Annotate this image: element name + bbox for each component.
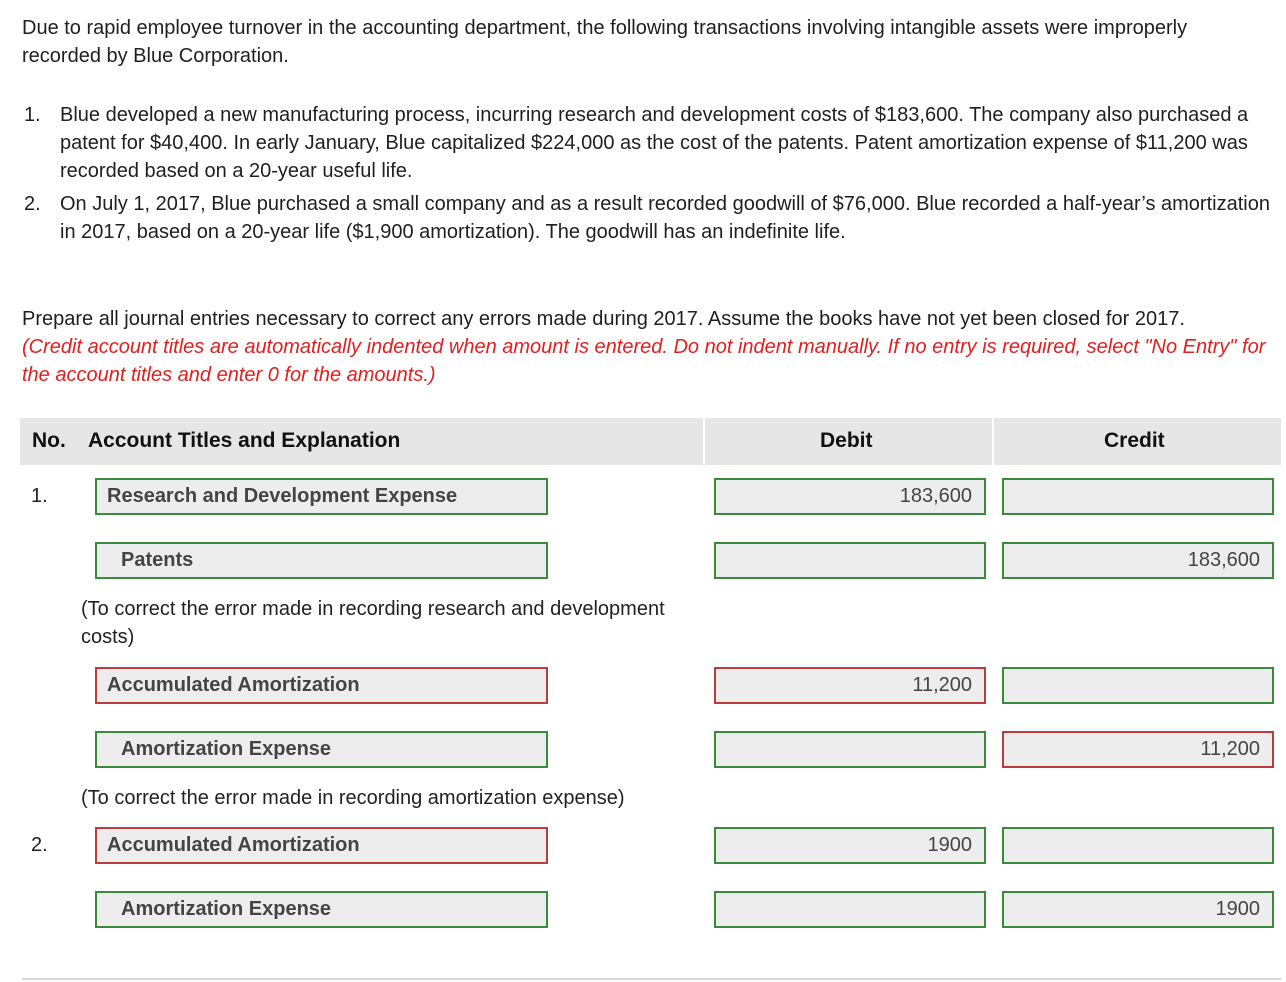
account-title-input[interactable]: Amortization Expense — [95, 891, 548, 928]
header-credit: Credit — [1104, 429, 1165, 452]
header-divider — [992, 418, 994, 465]
entry-number: 1. — [31, 485, 48, 507]
account-title-input[interactable]: Research and Development Expense — [95, 478, 548, 515]
problem-text: On July 1, 2017, Blue purchased a small company and as a result recorded goodwill of $76,000. Blue recorded a half-year’s amortization in 2017, based on a 20-year life ($1,900 amortization). The goodwill has an indefinite life. — [60, 193, 1270, 243]
debit-input[interactable] — [714, 891, 986, 928]
entry-number: 2. — [31, 834, 48, 856]
problem-number: 2. — [24, 193, 41, 215]
credit-input[interactable] — [1002, 667, 1274, 704]
debit-input[interactable] — [714, 542, 986, 579]
account-title-input[interactable]: Accumulated Amortization — [95, 827, 548, 864]
credit-input[interactable] — [1002, 478, 1274, 515]
header-account: Account Titles and Explanation — [88, 429, 401, 452]
credit-input[interactable] — [1002, 827, 1274, 864]
section-divider — [22, 978, 1281, 980]
problem-text: Blue developed a new manufacturing process, incurring research and development costs of $183,600. The company also purchased a patent for $40,400. In early January, Blue capitalized $224,000 as the cost of the patents. Patent amortization expense of $11,200 was recorded based on a 20-year useful life. — [60, 104, 1249, 182]
debit-input[interactable]: 11,200 — [714, 667, 986, 704]
credit-input[interactable]: 1900 — [1002, 891, 1274, 928]
entry-explanation: (To correct the error made in recording amortization expense) — [81, 787, 625, 809]
header-no: No. — [32, 429, 66, 452]
problem-item — [22, 190, 1272, 246]
problem-list — [22, 101, 1272, 251]
debit-input[interactable]: 183,600 — [714, 478, 986, 515]
entry-explanation: (To correct the error made in recording research and development costs) — [81, 598, 665, 648]
problem-number: 1. — [24, 104, 41, 126]
intro-text: Due to rapid employee turnover in the accounting department, the following transactions involving intangible assets were improperly recorded by Blue Corporation. — [22, 17, 1188, 67]
instructions-note: (Credit account titles are automatically indented when amount is entered. Do not indent manually. If no entry is required, select "No Entry" for the account titles and enter 0 for the amounts.) — [22, 336, 1266, 386]
header-divider — [703, 418, 705, 465]
account-title-input[interactable]: Amortization Expense — [95, 731, 548, 768]
debit-input[interactable]: 1900 — [714, 827, 986, 864]
header-debit: Debit — [820, 429, 873, 452]
instructions-text: Prepare all journal entries necessary to correct any errors made during 2017. Assume the books have not yet been closed for 2017. — [22, 308, 1185, 330]
credit-input[interactable]: 183,600 — [1002, 542, 1274, 579]
account-title-input[interactable]: Accumulated Amortization — [95, 667, 548, 704]
instructions — [22, 305, 1272, 389]
account-title-input[interactable]: Patents — [95, 542, 548, 579]
problem-item — [22, 101, 1272, 185]
debit-input[interactable] — [714, 731, 986, 768]
journal-table-header — [20, 418, 1281, 465]
credit-input[interactable]: 11,200 — [1002, 731, 1274, 768]
